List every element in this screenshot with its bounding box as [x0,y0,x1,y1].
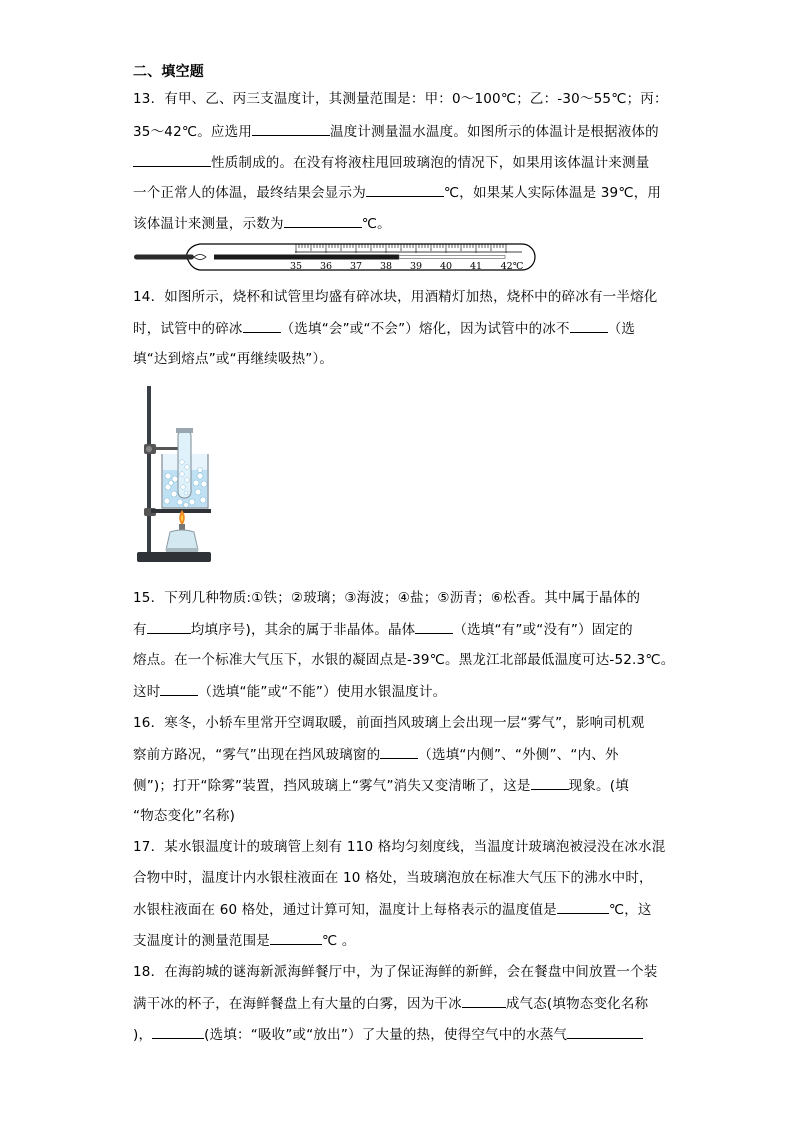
answer-blank[interactable] [133,153,211,167]
answer-blank[interactable] [284,214,362,228]
q18-line-2: 满干冰的杯子，在海鲜餐盘上有大量的白雾，因为干冰 成气态(填物态变化名称 [133,996,649,1012]
answer-blank[interactable] [366,183,444,197]
q13-line-2: 35～42℃。应选用 温度计测量温水温度。如图所示的体温计是根据液体的 [133,124,659,140]
scale-label: 41 [469,261,483,272]
scale-label: 38 [379,261,393,272]
scale-label: 40 [439,261,453,272]
answer-blank[interactable] [147,620,191,634]
q17-line-3: 水银柱液面在 60 格处，通过计算可知，温度计上每格表示的温度值是 ℃，这 [133,902,652,918]
q17-line-4: 支温度计的测量范围是 ℃ 。 [133,933,356,949]
q13-line-5: 该体温计来测量，示数为 ℃。 [133,216,391,232]
q14-line-2: 时，试管中的碎冰 （选填“会”或“不会”）熔化，因为试管中的冰不 （选 [133,321,636,337]
scale-label: 36 [319,261,333,272]
q15-line-3: 熔点。在一个标准大气压下，水银的凝固点是-39℃。黑龙江北部最低温度可达-52.3℃。 [133,652,675,668]
q15-line-1: 15．下列几种物质:①铁；②玻璃；③海波；④盐；⑤沥青；⑥松香。其中属于晶体的 [133,590,641,606]
q15-line-4: 这时 （选填“能”或“不能”）使用水银温度计。 [133,684,447,700]
q13-line-3: 性质制成的。在没有将液柱甩回玻璃泡的情况下，如果用该体温计来测量 [133,153,649,172]
q14-line-3: 填“达到熔点”或“再继续吸热”）。 [133,351,334,367]
q18-line-3: )， (选填：“吸收”或“放出”）了大量的热，使得空气中的水蒸气 [133,1025,643,1044]
q13-line-4: 一个正常人的体温，最终结果会显示为 ℃，如果某人实际体温是 39℃，用 [133,185,662,201]
answer-blank[interactable] [152,1025,204,1039]
q16-line-3: 侧”)；打开“除雾”装置，挡风玻璃上“雾气”消失又变清晰了，这是 现象。(填 [133,778,629,794]
answer-blank[interactable] [570,319,608,333]
q17-line-2: 合物中时，温度计内水银柱液面在 10 格处，当玻璃泡放在标准大气压下的沸水中时， [133,870,653,886]
q14-line-1: 14．如图所示，烧杯和试管里均盛有碎冰块，用酒精灯加热，烧杯中的碎冰有一半熔化 [133,289,658,305]
q18-line-1: 18．在海韵城的谜海新派海鲜餐厅中，为了保证海鲜的新鲜，会在餐盘中间放置一个装 [133,964,658,980]
scale-label: 35 [289,261,303,272]
answer-blank[interactable] [415,620,453,634]
heating-apparatus-figure [134,384,220,568]
q13-line-1: 13．有甲、乙、丙三支温度计，其测量范围是：甲：0～100℃；乙：-30～55℃；丙： [133,91,668,107]
q16-line-1: 16．寒冬，小轿车里常开空调取暖，前面挡风玻璃上会出现一层“雾气”，影响司机观 [133,715,645,731]
q16-line-2: 察前方路况，“雾气”出现在挡风玻璃窗的 （选填“内侧”、“外侧”、“内、外 [133,747,619,763]
answer-blank[interactable] [462,994,506,1008]
q15-line-2: 有 均填序号)，其余的属于非晶体。晶体 （选填“有”或“没有”）固定的 [133,622,633,638]
answer-blank[interactable] [160,682,198,696]
scale-label: 39 [409,261,423,272]
answer-blank[interactable] [270,931,322,945]
answer-blank[interactable] [557,900,609,914]
q16-line-4: “物态变化”名称) [133,808,236,824]
q17-line-1: 17．某水银温度计的玻璃管上刻有 110 格均匀刻度线，当温度计玻璃泡被浸没在冰水混 [133,839,666,855]
scale-label: 37 [349,261,363,272]
answer-blank[interactable] [380,745,418,759]
answer-blank[interactable] [252,122,330,136]
answer-blank[interactable] [567,1025,643,1039]
section-title: 二、填空题 [133,64,204,80]
clinical-thermometer-figure [130,238,542,276]
answer-blank[interactable] [531,776,569,790]
answer-blank[interactable] [243,319,281,333]
scale-label: 42℃ [500,261,524,272]
